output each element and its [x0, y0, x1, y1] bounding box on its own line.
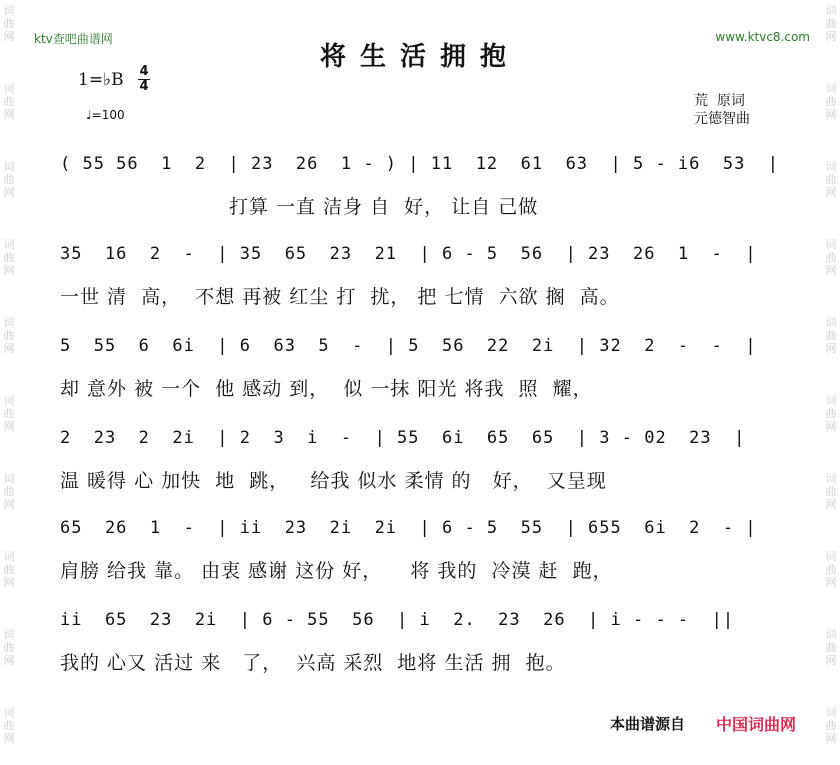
key-signature: 1=♭B [78, 70, 124, 90]
credits: 荒 原词 元德智曲 [694, 93, 750, 127]
watermark-left: 词 曲 网 词 曲 网 词 曲 网 词 曲 网 词 曲 网 词 曲 网 词 曲 网 词 曲 网 词 曲 网 词 曲 网 [3, 4, 15, 745]
lyric-line: 我的 心又 活过 来 了， 兴高 采烈 地将 生活 拥 抱。 [60, 652, 566, 674]
watermark-right: 词 曲 网 词 曲 网 词 曲 网 词 曲 网 词 曲 网 词 曲 网 词 曲 网 词 曲 网 词 曲 网 词 曲 网 [825, 4, 837, 745]
notation-line: ( 55 56 1 2 | 23 26 1 - ) | 11 12 61 63 | 5 - i6 53 | [60, 154, 780, 174]
notation-line: ii 65 23 2i | 6 - 55 56 | i 2. 23 26 | i - - - || [60, 610, 735, 630]
lyric-line: 打算 一直 洁身 自 好， 让自 己做 [60, 196, 539, 218]
lyric-line: 肩膀 给我 靠。 由衷 感谢 这份 好， 将 我的 冷漠 赶 跑， [60, 560, 613, 582]
lyric-line: 却 意外 被 一个 他 感动 到， 似 一抹 阳光 将我 照 耀， [60, 378, 593, 400]
song-title: 将生活拥抱 [319, 42, 520, 72]
site-name-left: ktv查吧曲谱网 [34, 32, 113, 46]
source-site-link[interactable]: 中国词曲网 [716, 715, 797, 734]
lyric-line: 一世 清 高， 不想 再被 红尘 打 扰， 把 七情 六欲 搁 高。 [60, 286, 620, 308]
time-signature [138, 66, 150, 93]
lyric-line: 温 暖得 心 加快 地 跳， 给我 似水 柔情 的 好， 又呈现 [60, 470, 607, 492]
source-label: 本曲谱源自 [610, 715, 686, 733]
notation-line: 2 23 2 2i | 2 3 i - | 55 6i 65 65 | 3 - 02 23 | [60, 428, 746, 448]
notation-line: 5 55 6 6i | 6 63 5 - | 5 56 22 2i | 32 2 - - | [60, 336, 757, 356]
notation-line: 35 16 2 - | 35 65 23 21 | 6 - 5 56 | 23 26 1 - | [60, 244, 757, 264]
time-top: 4 [139, 64, 149, 79]
time-bottom: 4 [139, 79, 149, 94]
site-url-right: www.ktvc8.com [715, 30, 810, 44]
tempo-marking: ♩=100 [86, 108, 125, 122]
notation-line: 65 26 1 - | ii 23 2i 2i | 6 - 5 55 | 655 6i 2 - | [60, 518, 757, 538]
